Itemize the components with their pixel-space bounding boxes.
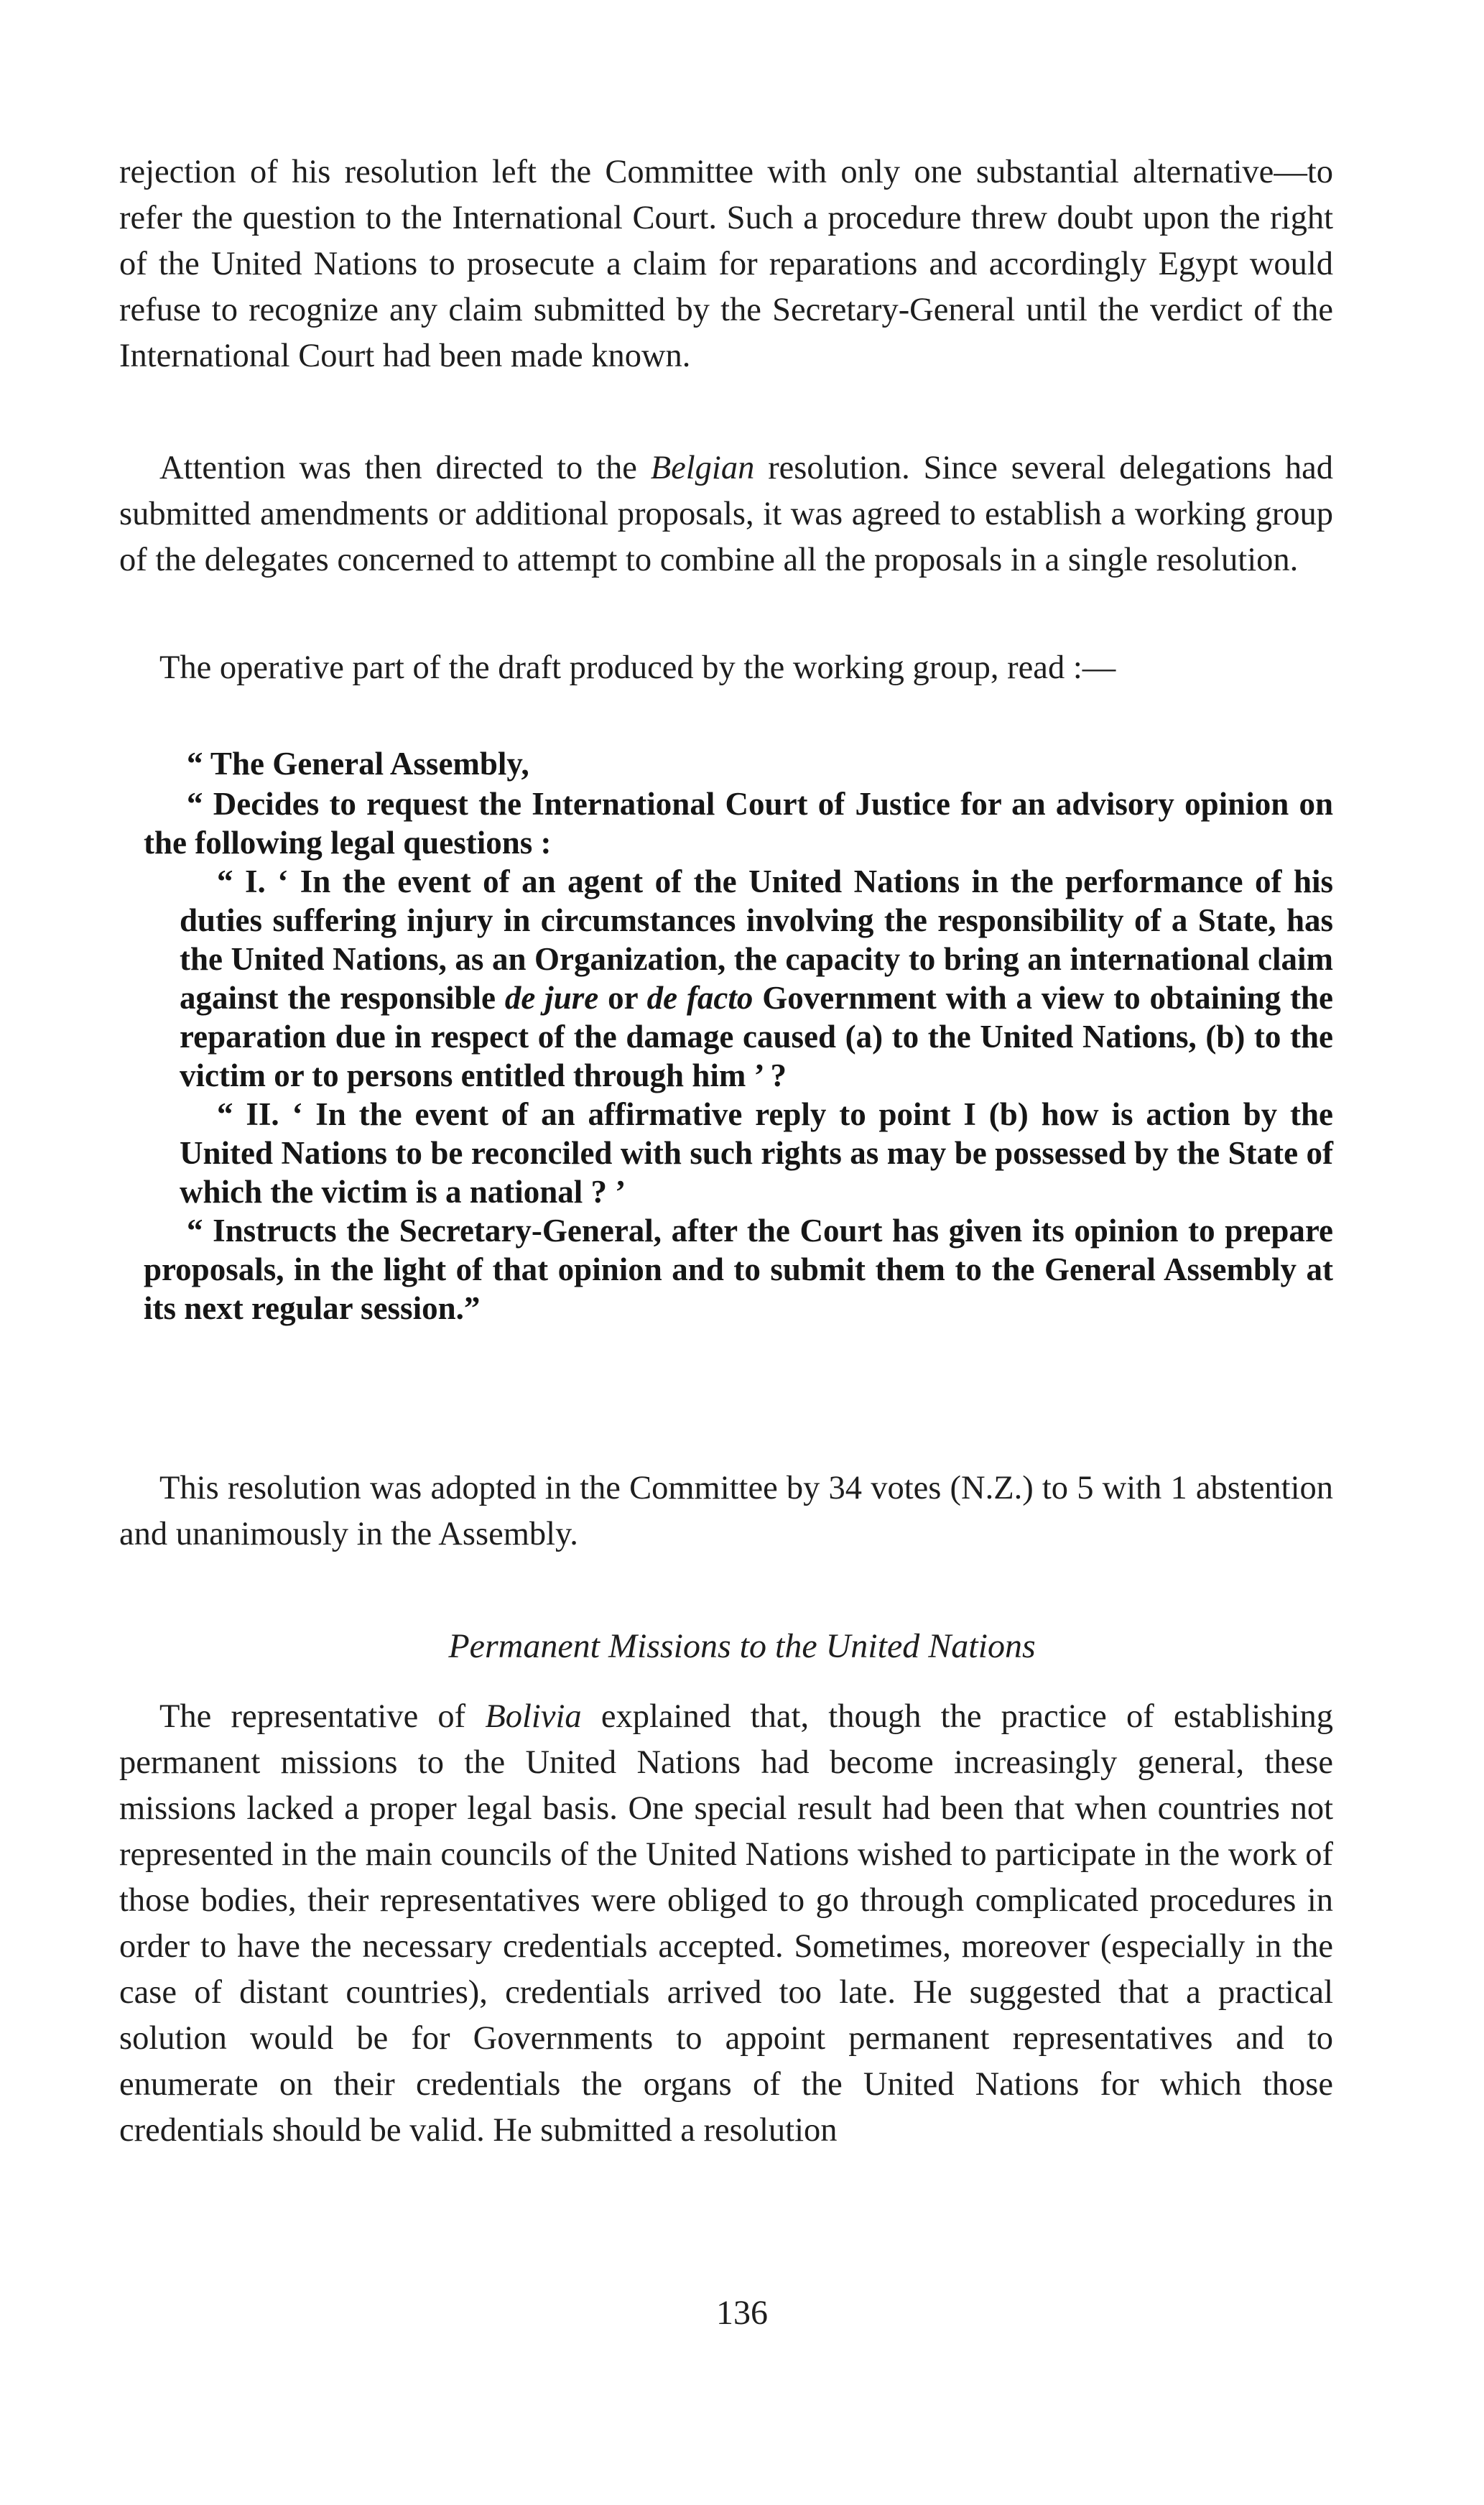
quote-general-assembly: “ The General Assembly, (187, 746, 529, 782)
paragraph-bolivia-before: The representative of (159, 1698, 486, 1735)
term-de-facto: de facto (646, 980, 753, 1016)
paragraph-belgian-text-after: resolution. Since several delegations had submitted amendments or additional proposals, it was agreed to establish a working group of the delegates concerned to attempt to combine all the proposals in a single resolution. (119, 450, 1333, 578)
paragraph-belgian-text-before: Attention was then directed to the (159, 450, 651, 486)
paragraph-egypt-rejection: rejection of his resolution left the Committee with only one substantial alternative—to refer the question to the International Court. Such a procedure threw doubt upon the right of the United Nations to prosecute a claim for reparations and accordingly Egypt would refuse to recognize any claim submitted by the Secretary-General until the verdict of the International Court had been made known. (119, 154, 1333, 374)
paragraph-bolivia-after: explained that, though the practice of establishing permanent missions to the United Nations had become increasingly general, these missions lacked a proper legal basis. One special result had been that when countries not represented in the main councils of the United Nations wished to participate in the work of those bodies, their representatives were obliged to go through complicated procedures in order to have the necessary credentials accepted. Sometimes, moreover (especially in the case of distant countries), credentials arrived too late. He suggested that a practical solution would be for Governments to appoint permanent representatives and to enumerate on their credentials the organs of the United Nations for which those credentials should be valid. He submitted a resolution (119, 1698, 1333, 2149)
country-bolivia: Bolivia (485, 1698, 582, 1735)
resolution-quote (144, 744, 1333, 1328)
paragraph-bolivia (119, 1694, 1333, 2154)
paragraph-operative-part: The operative part of the draft produced by the working group, read :— (159, 649, 1116, 686)
quote-instructs: “ Instructs the Secretary-General, after the Court has given its opinion to prepare proposals, in the light of that opinion and to submit them to the General Assembly at its next regular session.” (144, 1213, 1333, 1326)
quote-decides: “ Decides to request the International Court of Justice for an advisory opinion on the following legal questions : (144, 786, 1333, 861)
quote-question-two: “ II. ‘ In the event of an affirmative reply to point I (b) how is action by the United Nations to be reconciled with such rights as may be possessed by the State of which the victim is a national ? ’ (180, 1096, 1333, 1210)
quote-question-one-after: Government with a view to obtaining the reparation due in respect of the damage caused (a) to the United Nations, (b) to the victim or to persons entitled through him ’ ? (180, 980, 1333, 1093)
quote-question-one (144, 862, 1333, 1095)
page-number: 136 (716, 2294, 768, 2332)
country-belgian: Belgian (650, 450, 755, 486)
section-heading: Permanent Missions to the United Nations (448, 1627, 1036, 1665)
paragraph-belgian-resolution (119, 445, 1333, 583)
quote-question-one-mid: or (598, 980, 647, 1016)
paragraph-resolution-adopted: This resolution was adopted in the Committee by 34 votes (N.Z.) to 5 with 1 abstention and unanimously in the Assembly. (119, 1470, 1333, 1552)
quote-question-one-before: “ I. ‘ In the event of an agent of the United Nations in the performance of his duties suffering injury in circumstances involving the responsibility of a State, has the United Nations, as an Organization, the capacity to bring an international claim against the responsible (180, 863, 1333, 1016)
term-de-jure: de jure (504, 980, 599, 1016)
